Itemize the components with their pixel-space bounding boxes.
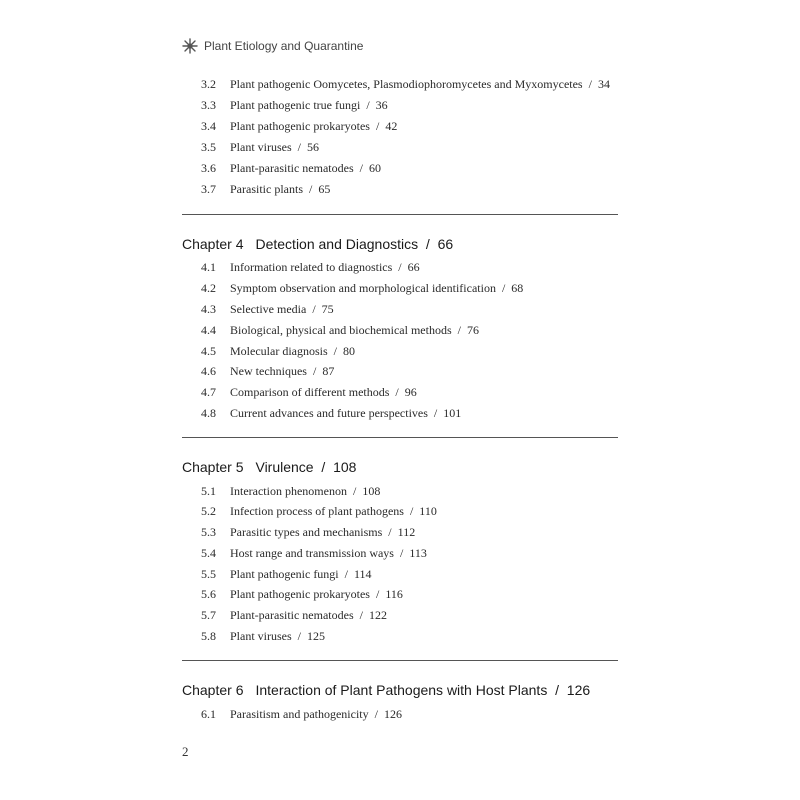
- toc-entry-5-3[interactable]: 5.3 Parasitic types and mechanisms / 112: [201, 525, 416, 539]
- toc-entry-4-6[interactable]: 4.6 New techniques / 87: [201, 364, 335, 378]
- toc-entry-5-6[interactable]: 5.6 Plant pathogenic prokaryotes / 116: [201, 587, 403, 601]
- toc-entry-5-5[interactable]: 5.5 Plant pathogenic fungi / 114: [201, 567, 372, 581]
- toc-entry-5-1[interactable]: 5.1 Interaction phenomenon / 108: [201, 484, 381, 498]
- toc-entry-4-2[interactable]: 4.2 Symptom observation and morphological identification / 68: [201, 281, 524, 295]
- toc-entry-3-7[interactable]: 3.7 Parasitic plants / 65: [201, 182, 331, 196]
- chapter-5-heading[interactable]: Chapter 5 Virulence / 108: [182, 459, 357, 475]
- section-divider: [182, 437, 618, 438]
- toc-entry-6-1[interactable]: 6.1 Parasitism and pathogenicity / 126: [201, 707, 402, 721]
- toc-entry-4-4[interactable]: 4.4 Biological, physical and biochemical methods / 76: [201, 323, 479, 337]
- toc-entry-4-7[interactable]: 4.7 Comparison of different methods / 96: [201, 385, 417, 399]
- snowflake-ornament-icon: [182, 38, 198, 54]
- book-title: Plant Etiology and Quarantine: [204, 39, 364, 53]
- page-number: 2: [182, 744, 189, 759]
- toc-entry-4-1[interactable]: 4.1 Information related to diagnostics / 66: [201, 260, 420, 274]
- section-divider: [182, 214, 618, 215]
- toc-entry-4-5[interactable]: 4.5 Molecular diagnosis / 80: [201, 344, 355, 358]
- toc-entry-3-4[interactable]: 3.4 Plant pathogenic prokaryotes / 42: [201, 119, 398, 133]
- toc-entry-3-5[interactable]: 3.5 Plant viruses / 56: [201, 140, 320, 154]
- toc-entry-3-6[interactable]: 3.6 Plant-parasitic nematodes / 60: [201, 161, 381, 175]
- section-divider: [182, 660, 618, 661]
- toc-entry-3-2[interactable]: 3.2 Plant pathogenic Oomycetes, Plasmodiophoromycetes and Myxomycetes / 34: [201, 77, 610, 91]
- toc-entry-5-4[interactable]: 5.4 Host range and transmission ways / 113: [201, 546, 427, 560]
- running-head: [182, 38, 363, 54]
- toc-entry-3-3[interactable]: 3.3 Plant pathogenic true fungi / 36: [201, 98, 388, 112]
- toc-entry-5-7[interactable]: 5.7 Plant-parasitic nematodes / 122: [201, 608, 387, 622]
- toc-entry-5-2[interactable]: 5.2 Infection process of plant pathogens / 110: [201, 504, 437, 518]
- toc-entry-4-8[interactable]: 4.8 Current advances and future perspectives / 101: [201, 406, 462, 420]
- chapter-6-heading[interactable]: Chapter 6 Interaction of Plant Pathogens with Host Plants / 126: [182, 682, 591, 698]
- toc-entry-4-3[interactable]: 4.3 Selective media / 75: [201, 302, 334, 316]
- toc-entry-5-8[interactable]: 5.8 Plant viruses / 125: [201, 629, 326, 643]
- chapter-4-heading[interactable]: Chapter 4 Detection and Diagnostics / 66: [182, 236, 454, 252]
